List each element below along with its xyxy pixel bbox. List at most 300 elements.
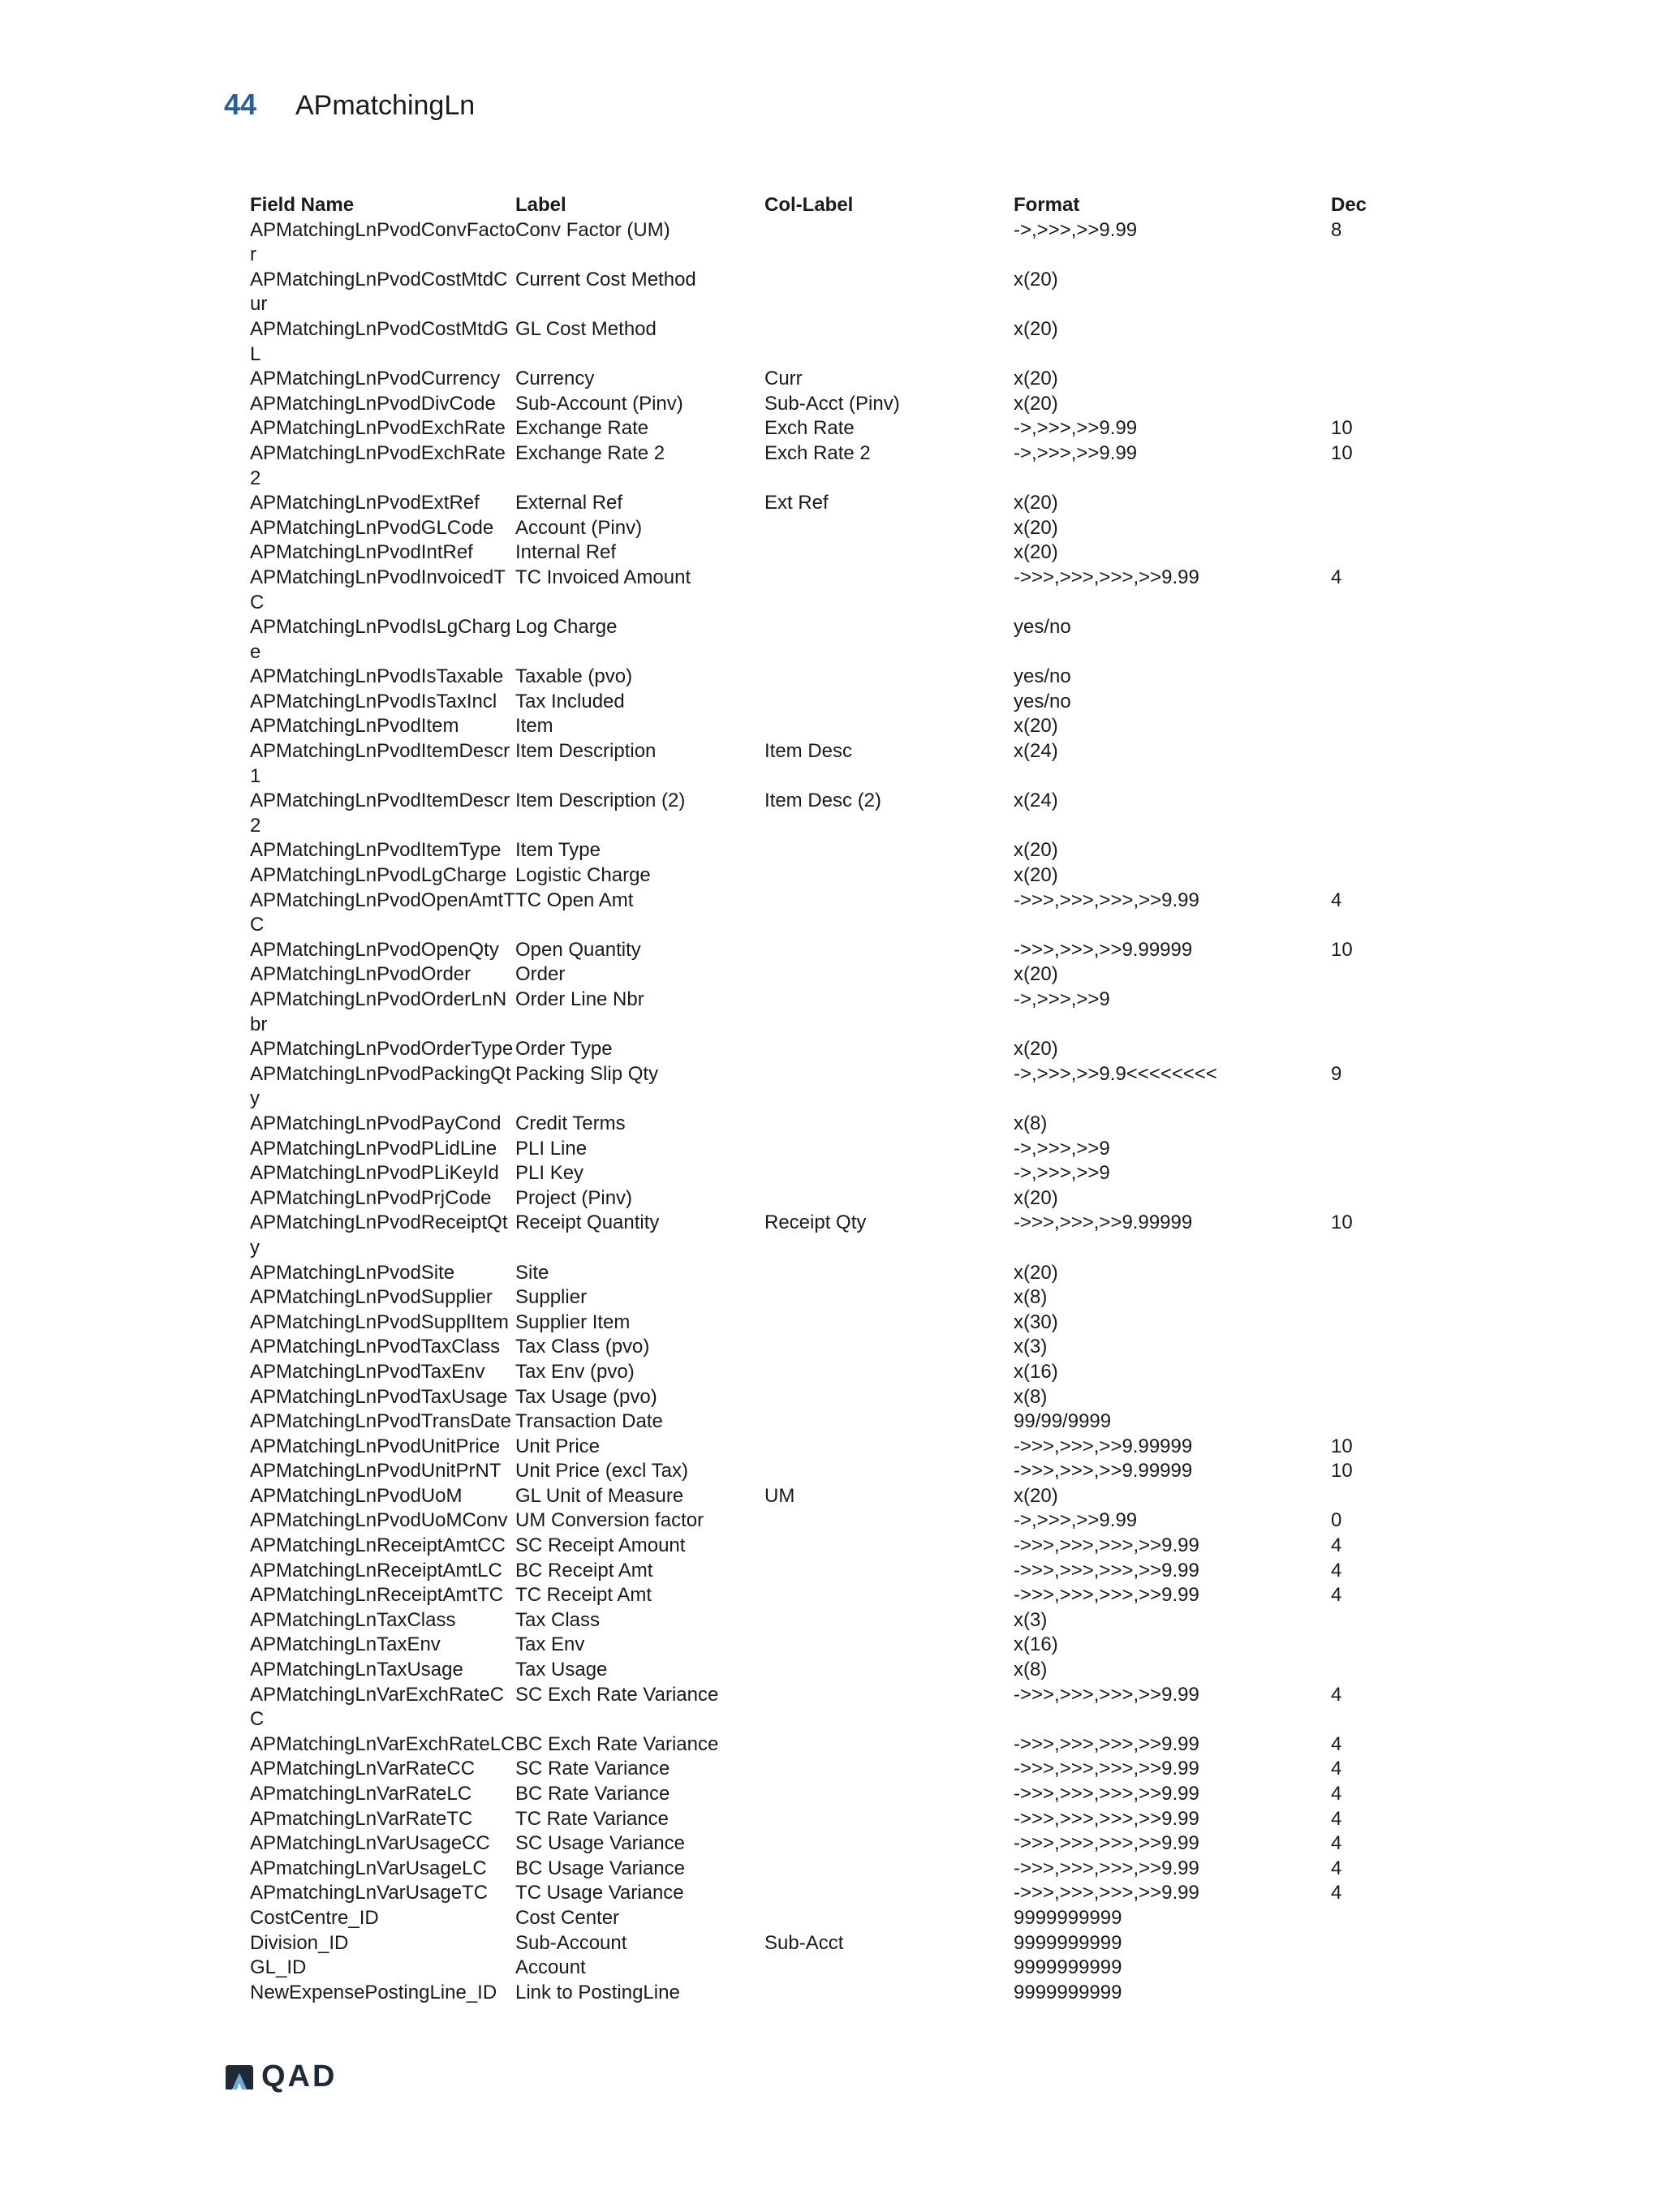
dec-cell bbox=[1331, 1409, 1396, 1435]
col-label-cell bbox=[764, 1459, 1014, 1484]
label-cell: SC Rate Variance bbox=[515, 1758, 670, 1780]
dec-cell: 4 bbox=[1331, 1732, 1342, 1755]
label-cell: PLI Key bbox=[515, 1162, 584, 1185]
format-cell: ->>>,>>>,>>9.99999 bbox=[1014, 938, 1193, 961]
format-cell: ->>>,>>>,>>>,>>9.99 bbox=[1014, 566, 1199, 588]
field-name-cell: APMatchingLnPvodTaxClass bbox=[250, 1336, 501, 1358]
table-row bbox=[250, 1583, 1396, 1608]
label-cell: BC Receipt Amt bbox=[515, 1559, 653, 1582]
format-cell: ->>>,>>>,>>>,>>9.99 bbox=[1014, 889, 1199, 911]
field-table bbox=[250, 193, 1396, 2005]
col-label-cell: Sub-Acct (Pinv) bbox=[764, 392, 900, 415]
col-label-cell bbox=[764, 1831, 1014, 1857]
label-cell: GL Cost Method bbox=[515, 317, 657, 340]
table-row bbox=[250, 1782, 1396, 1807]
format-cell: ->>>,>>>,>>>,>>9.99 bbox=[1014, 1807, 1199, 1830]
dec-cell: 10 bbox=[1331, 1460, 1353, 1483]
format-cell: 9999999999 bbox=[1014, 1906, 1122, 1929]
field-name-cell: APMatchingLnVarExchRateLC bbox=[250, 1732, 515, 1755]
format-cell: 9999999999 bbox=[1014, 1981, 1122, 2003]
table-row bbox=[250, 416, 1396, 441]
field-name-cell: APMatchingLnPvodOrderType bbox=[250, 1038, 514, 1061]
col-label-cell bbox=[764, 1112, 1014, 1137]
field-name-cell: APMatchingLnReceiptAmtTC bbox=[250, 1584, 504, 1607]
col-label-cell bbox=[764, 938, 1014, 963]
dec-cell bbox=[1331, 1261, 1396, 1286]
field-name-cell: NewExpensePostingLine_ID bbox=[250, 1981, 497, 2003]
format-cell: 9999999999 bbox=[1014, 1931, 1122, 1954]
format-cell: yes/no bbox=[1014, 616, 1071, 639]
table-row bbox=[250, 491, 1396, 516]
format-cell: x(20) bbox=[1014, 392, 1058, 415]
table-row bbox=[250, 392, 1396, 417]
label-cell: Credit Terms bbox=[515, 1112, 626, 1134]
table-row bbox=[250, 317, 1396, 367]
label-cell: SC Exch Rate Variance bbox=[515, 1683, 719, 1706]
table-row bbox=[250, 1459, 1396, 1484]
column-header-format: Format bbox=[1014, 194, 1080, 216]
field-name-cell: APMatchingLnPvodInvoicedTC bbox=[250, 566, 506, 613]
col-label-cell bbox=[764, 1335, 1014, 1360]
table-row bbox=[250, 1931, 1396, 1956]
col-label-cell bbox=[764, 889, 1014, 938]
col-label-cell bbox=[764, 218, 1014, 268]
label-cell: TC Invoiced Amount bbox=[515, 566, 691, 588]
table-row bbox=[250, 789, 1396, 838]
table-row bbox=[250, 1683, 1396, 1732]
field-name-cell: APMatchingLnPvodItem bbox=[250, 715, 459, 738]
table-header-row bbox=[250, 193, 1396, 218]
table-row bbox=[250, 1435, 1396, 1460]
table-row bbox=[250, 615, 1396, 665]
label-cell: Order bbox=[515, 963, 566, 986]
field-name-cell: APMatchingLnPvodOrderLnNbr bbox=[250, 988, 507, 1035]
dec-cell bbox=[1331, 714, 1396, 739]
format-cell: yes/no bbox=[1014, 665, 1071, 688]
dec-cell bbox=[1331, 1484, 1396, 1509]
table-row bbox=[250, 1956, 1396, 1981]
col-label-cell bbox=[764, 1956, 1014, 1981]
format-cell: x(16) bbox=[1014, 1360, 1058, 1383]
table-row bbox=[250, 566, 1396, 615]
col-label-cell bbox=[764, 690, 1014, 715]
label-cell: Log Charge bbox=[515, 616, 618, 639]
format-cell: x(24) bbox=[1014, 740, 1058, 763]
field-name-cell: APMatchingLnPvodTaxUsage bbox=[250, 1385, 508, 1408]
col-label-cell bbox=[764, 1261, 1014, 1286]
label-cell: BC Usage Variance bbox=[515, 1857, 685, 1879]
col-label-cell bbox=[764, 1186, 1014, 1211]
field-name-cell: APMatchingLnPvodExchRate bbox=[250, 417, 506, 440]
column-header-dec: Dec bbox=[1331, 194, 1367, 216]
format-cell: 99/99/9999 bbox=[1014, 1410, 1112, 1433]
table-row bbox=[250, 690, 1396, 715]
table-row bbox=[250, 1658, 1396, 1683]
col-label-cell bbox=[764, 1037, 1014, 1062]
col-label-cell bbox=[764, 1732, 1014, 1758]
label-cell: GL Unit of Measure bbox=[515, 1484, 684, 1507]
label-cell: TC Rate Variance bbox=[515, 1807, 669, 1830]
field-name-cell: APMatchingLnPvodCurrency bbox=[250, 368, 501, 390]
format-cell: ->>>,>>>,>>>,>>9.99 bbox=[1014, 1559, 1199, 1582]
format-cell: ->>>,>>>,>>>,>>9.99 bbox=[1014, 1732, 1199, 1755]
field-name-cell: APMatchingLnPvodItemDescr1 bbox=[250, 740, 510, 787]
field-name-cell: APmatchingLnVarRateLC bbox=[250, 1783, 472, 1805]
col-label-cell bbox=[764, 1385, 1014, 1410]
col-label-cell: UM bbox=[764, 1484, 795, 1507]
label-cell: Currency bbox=[515, 368, 595, 390]
format-cell: ->>>,>>>,>>9.99999 bbox=[1014, 1435, 1193, 1457]
label-cell: Tax Included bbox=[515, 690, 625, 712]
table-row bbox=[250, 1981, 1396, 2006]
field-name-cell: APMatchingLnPvodConvFactor bbox=[250, 218, 515, 266]
format-cell: x(8) bbox=[1014, 1286, 1048, 1309]
format-cell: x(8) bbox=[1014, 1659, 1048, 1681]
format-cell: x(20) bbox=[1014, 368, 1058, 390]
col-label-cell bbox=[764, 1683, 1014, 1732]
table-row bbox=[250, 1534, 1396, 1559]
format-cell: ->,>>>,>>9 bbox=[1014, 1162, 1110, 1185]
format-cell: x(3) bbox=[1014, 1608, 1048, 1631]
table-row bbox=[250, 1261, 1396, 1286]
col-label-cell bbox=[764, 317, 1014, 367]
dec-cell: 10 bbox=[1331, 441, 1353, 464]
field-name-cell: APMatchingLnPvodGLCode bbox=[250, 516, 494, 539]
label-cell: Cost Center bbox=[515, 1906, 620, 1929]
format-cell: x(20) bbox=[1014, 963, 1058, 986]
dec-cell bbox=[1331, 665, 1396, 690]
field-name-cell: APMatchingLnPvodOrder bbox=[250, 963, 471, 986]
dec-cell bbox=[1331, 392, 1396, 417]
format-cell: ->>>,>>>,>>>,>>9.99 bbox=[1014, 1683, 1199, 1706]
dec-cell: 8 bbox=[1331, 218, 1342, 241]
field-name-cell: APMatchingLnTaxEnv bbox=[250, 1633, 441, 1656]
label-cell: TC Open Amt bbox=[515, 889, 634, 911]
dec-cell bbox=[1331, 962, 1396, 988]
label-cell: Tax Env bbox=[515, 1633, 585, 1656]
label-cell: BC Rate Variance bbox=[515, 1783, 670, 1805]
label-cell: UM Conversion factor bbox=[515, 1509, 704, 1532]
col-label-cell bbox=[764, 1534, 1014, 1559]
label-cell: Transaction Date bbox=[515, 1410, 663, 1433]
field-name-cell: APMatchingLnPvodUnitPrice bbox=[250, 1435, 501, 1457]
label-cell: Logistic Charge bbox=[515, 864, 651, 887]
table-row bbox=[250, 838, 1396, 863]
field-name-cell: APMatchingLnVarUsageCC bbox=[250, 1832, 490, 1855]
dec-cell bbox=[1331, 1906, 1396, 1931]
format-cell: ->,>>>,>>9.99 bbox=[1014, 1509, 1138, 1532]
label-cell: SC Usage Variance bbox=[515, 1832, 685, 1855]
table-row bbox=[250, 1732, 1396, 1758]
table-row bbox=[250, 1112, 1396, 1137]
field-name-cell: APMatchingLnPvodPayCond bbox=[250, 1112, 502, 1134]
table-row bbox=[250, 714, 1396, 739]
format-cell: ->>>,>>>,>>>,>>9.99 bbox=[1014, 1534, 1199, 1557]
table-row bbox=[250, 988, 1396, 1037]
dec-cell bbox=[1331, 268, 1396, 317]
format-cell: x(20) bbox=[1014, 541, 1058, 564]
format-cell: x(24) bbox=[1014, 790, 1058, 812]
dec-cell: 4 bbox=[1331, 1534, 1342, 1557]
field-name-cell: APMatchingLnVarExchRateCC bbox=[250, 1683, 505, 1731]
dec-cell bbox=[1331, 1137, 1396, 1162]
format-cell: x(20) bbox=[1014, 1038, 1058, 1061]
dec-cell bbox=[1331, 1335, 1396, 1360]
col-label-cell bbox=[764, 1633, 1014, 1658]
label-cell: Tax Class (pvo) bbox=[515, 1336, 650, 1358]
dec-cell bbox=[1331, 1931, 1396, 1956]
field-name-cell: APMatchingLnPvodReceiptQty bbox=[250, 1211, 508, 1259]
field-name-cell: APMatchingLnPvodItemDescr2 bbox=[250, 790, 510, 837]
field-name-cell: APMatchingLnPvodUnitPrNT bbox=[250, 1460, 502, 1483]
col-label-cell bbox=[764, 516, 1014, 541]
col-label-cell bbox=[764, 1857, 1014, 1882]
format-cell: ->,>>>,>>9.99 bbox=[1014, 441, 1138, 464]
format-cell: ->>>,>>>,>>>,>>9.99 bbox=[1014, 1832, 1199, 1855]
col-label-cell bbox=[764, 962, 1014, 988]
field-name-cell: APMatchingLnPvodSupplItem bbox=[250, 1310, 509, 1333]
label-cell: Item Description (2) bbox=[515, 790, 686, 812]
col-label-cell bbox=[764, 566, 1014, 615]
field-name-cell: APMatchingLnPvodIsTaxable bbox=[250, 665, 504, 688]
column-header-col-label: Col-Label bbox=[764, 194, 854, 216]
col-label-cell: Item Desc bbox=[764, 740, 853, 763]
format-cell: x(8) bbox=[1014, 1112, 1048, 1134]
table-row bbox=[250, 441, 1396, 491]
field-name-cell: Division_ID bbox=[250, 1931, 349, 1954]
table-row bbox=[250, 863, 1396, 889]
col-label-cell: Curr bbox=[764, 368, 803, 390]
col-label-cell: Item Desc (2) bbox=[764, 790, 882, 812]
table-row bbox=[250, 540, 1396, 566]
format-cell: x(20) bbox=[1014, 864, 1058, 887]
table-row bbox=[250, 1757, 1396, 1782]
dec-cell bbox=[1331, 690, 1396, 715]
format-cell: x(3) bbox=[1014, 1336, 1048, 1358]
col-label-cell bbox=[764, 1906, 1014, 1931]
format-cell: ->,>>>,>>9.9<<<<<<<< bbox=[1014, 1062, 1217, 1085]
dec-cell bbox=[1331, 1161, 1396, 1186]
dec-cell: 4 bbox=[1331, 1882, 1342, 1904]
col-label-cell bbox=[764, 665, 1014, 690]
dec-cell: 4 bbox=[1331, 889, 1342, 911]
label-cell: Account (Pinv) bbox=[515, 516, 643, 539]
dec-cell bbox=[1331, 789, 1396, 838]
table-row bbox=[250, 1807, 1396, 1832]
format-cell: ->>>,>>>,>>>,>>9.99 bbox=[1014, 1584, 1199, 1607]
field-name-cell: APMatchingLnPvodTaxEnv bbox=[250, 1360, 485, 1383]
label-cell: Project (Pinv) bbox=[515, 1186, 633, 1209]
table-row bbox=[250, 516, 1396, 541]
label-cell: Unit Price bbox=[515, 1435, 601, 1457]
col-label-cell bbox=[764, 1559, 1014, 1584]
label-cell: Supplier bbox=[515, 1286, 588, 1309]
col-label-cell bbox=[764, 268, 1014, 317]
table-row bbox=[250, 1285, 1396, 1310]
dec-cell bbox=[1331, 1310, 1396, 1336]
col-label-cell bbox=[764, 1435, 1014, 1460]
col-label-cell: Exch Rate 2 bbox=[764, 441, 871, 464]
label-cell: Order Line Nbr bbox=[515, 988, 644, 1010]
label-cell: TC Receipt Amt bbox=[515, 1584, 652, 1607]
dec-cell: 4 bbox=[1331, 1857, 1342, 1879]
col-label-cell bbox=[764, 1360, 1014, 1385]
table-row bbox=[250, 1037, 1396, 1062]
label-cell: Tax Usage bbox=[515, 1659, 608, 1681]
field-name-cell: APMatchingLnPvodExchRate2 bbox=[250, 441, 506, 489]
dec-cell bbox=[1331, 1385, 1396, 1410]
label-cell: BC Exch Rate Variance bbox=[515, 1732, 719, 1755]
table-row bbox=[250, 665, 1396, 690]
label-cell: Tax Class bbox=[515, 1608, 601, 1631]
table-row bbox=[250, 1161, 1396, 1186]
format-cell: x(30) bbox=[1014, 1310, 1058, 1333]
col-label-cell bbox=[764, 1658, 1014, 1683]
field-name-cell: APMatchingLnTaxClass bbox=[250, 1608, 456, 1631]
label-cell: Unit Price (excl Tax) bbox=[515, 1460, 688, 1483]
label-cell: Sub-Account bbox=[515, 1931, 627, 1954]
label-cell: Internal Ref bbox=[515, 541, 617, 564]
format-cell: x(16) bbox=[1014, 1633, 1058, 1656]
table-row bbox=[250, 1062, 1396, 1112]
dec-cell: 4 bbox=[1331, 1683, 1342, 1706]
field-name-cell: APMatchingLnPvodOpenQty bbox=[250, 938, 499, 961]
dec-cell: 4 bbox=[1331, 1807, 1342, 1830]
format-cell: x(20) bbox=[1014, 1186, 1058, 1209]
col-label-cell bbox=[764, 838, 1014, 863]
format-cell: x(20) bbox=[1014, 1261, 1058, 1284]
page-header bbox=[224, 88, 475, 122]
dec-cell bbox=[1331, 1360, 1396, 1385]
field-name-cell: APMatchingLnPvodCostMtdCur bbox=[250, 268, 508, 316]
format-cell: x(20) bbox=[1014, 715, 1058, 738]
field-name-cell: APMatchingLnPvodItemType bbox=[250, 839, 502, 862]
format-cell: x(20) bbox=[1014, 839, 1058, 862]
table-body bbox=[250, 218, 1396, 2006]
format-cell: ->>>,>>>,>>>,>>9.99 bbox=[1014, 1758, 1199, 1780]
col-label-cell: Exch Rate bbox=[764, 417, 855, 440]
page-title: APmatchingLn bbox=[295, 90, 476, 121]
field-name-cell: APMatchingLnPvodIsLgCharge bbox=[250, 616, 511, 663]
dec-cell bbox=[1331, 1981, 1396, 2006]
field-name-cell: APMatchingLnVarRateCC bbox=[250, 1758, 476, 1780]
col-label-cell bbox=[764, 1583, 1014, 1608]
format-cell: x(20) bbox=[1014, 1484, 1058, 1507]
label-cell: Order Type bbox=[515, 1038, 613, 1061]
table-row bbox=[250, 1211, 1396, 1260]
dec-cell bbox=[1331, 1956, 1396, 1981]
dec-cell bbox=[1331, 739, 1396, 789]
dec-cell: 4 bbox=[1331, 1584, 1342, 1607]
col-label-cell bbox=[764, 1881, 1014, 1906]
label-cell: Item Description bbox=[515, 740, 657, 763]
field-name-cell: APMatchingLnPvodSupplier bbox=[250, 1286, 493, 1309]
col-label-cell bbox=[764, 1310, 1014, 1336]
dec-cell: 10 bbox=[1331, 1211, 1353, 1234]
footer-logo bbox=[224, 2059, 337, 2094]
field-name-cell: APMatchingLnPvodTransDate bbox=[250, 1410, 511, 1433]
dec-cell bbox=[1331, 1608, 1396, 1633]
col-label-cell bbox=[764, 1757, 1014, 1782]
dec-cell bbox=[1331, 1112, 1396, 1137]
table-row bbox=[250, 1385, 1396, 1410]
format-cell: ->,>>>,>>9.99 bbox=[1014, 417, 1138, 440]
page-number: 44 bbox=[224, 88, 257, 121]
label-cell: Site bbox=[515, 1261, 549, 1284]
qad-logo-text: QAD bbox=[261, 2059, 338, 2094]
column-header-field-name: Field Name bbox=[250, 194, 355, 216]
dec-cell bbox=[1331, 1285, 1396, 1310]
dec-cell bbox=[1331, 317, 1396, 367]
table-row bbox=[250, 1335, 1396, 1360]
dec-cell bbox=[1331, 988, 1396, 1037]
dec-cell: 4 bbox=[1331, 1758, 1342, 1780]
dec-cell bbox=[1331, 615, 1396, 665]
table-row bbox=[250, 1360, 1396, 1385]
dec-cell bbox=[1331, 491, 1396, 516]
field-name-cell: APmatchingLnVarUsageTC bbox=[250, 1882, 489, 1904]
field-name-cell: APMatchingLnPvodPrjCode bbox=[250, 1186, 492, 1209]
col-label-cell bbox=[764, 1285, 1014, 1310]
dec-cell: 10 bbox=[1331, 938, 1353, 961]
table-row bbox=[250, 1857, 1396, 1882]
label-cell: Taxable (pvo) bbox=[515, 665, 633, 688]
label-cell: Exchange Rate 2 bbox=[515, 441, 665, 464]
dec-cell: 4 bbox=[1331, 1832, 1342, 1855]
dec-cell bbox=[1331, 540, 1396, 566]
col-label-cell bbox=[764, 1161, 1014, 1186]
label-cell: Exchange Rate bbox=[515, 417, 649, 440]
col-label-cell bbox=[764, 615, 1014, 665]
format-cell: x(8) bbox=[1014, 1385, 1048, 1408]
col-label-cell bbox=[764, 1981, 1014, 2006]
label-cell: Link to PostingLine bbox=[515, 1981, 680, 2003]
table-row bbox=[250, 1633, 1396, 1658]
field-name-cell: APMatchingLnReceiptAmtLC bbox=[250, 1559, 502, 1582]
field-name-cell: APMatchingLnTaxUsage bbox=[250, 1659, 463, 1681]
field-name-cell: APMatchingLnPvodLgCharge bbox=[250, 864, 507, 887]
dec-cell: 4 bbox=[1331, 1559, 1342, 1582]
field-name-cell: APMatchingLnPvodPackingQty bbox=[250, 1062, 511, 1110]
table-row bbox=[250, 1484, 1396, 1509]
label-cell: Tax Usage (pvo) bbox=[515, 1385, 657, 1408]
dec-cell bbox=[1331, 516, 1396, 541]
field-name-cell: GL_ID bbox=[250, 1956, 307, 1979]
label-cell: TC Usage Variance bbox=[515, 1882, 684, 1904]
field-name-cell: APMatchingLnPvodCostMtdGL bbox=[250, 317, 509, 365]
dec-cell: 10 bbox=[1331, 417, 1353, 440]
label-cell: Account bbox=[515, 1956, 586, 1979]
dec-cell bbox=[1331, 863, 1396, 889]
table-row bbox=[250, 962, 1396, 988]
format-cell: 9999999999 bbox=[1014, 1956, 1122, 1979]
field-name-cell: APMatchingLnPvodIntRef bbox=[250, 541, 473, 564]
field-table-container bbox=[250, 193, 1396, 2005]
format-cell: ->>>,>>>,>>9.99999 bbox=[1014, 1211, 1193, 1234]
format-cell: ->>>,>>>,>>>,>>9.99 bbox=[1014, 1882, 1199, 1904]
label-cell: Packing Slip Qty bbox=[515, 1062, 659, 1085]
qad-logo-icon bbox=[224, 2064, 255, 2091]
field-name-cell: APMatchingLnReceiptAmtCC bbox=[250, 1534, 506, 1557]
label-cell: Open Quantity bbox=[515, 938, 641, 961]
col-label-cell bbox=[764, 988, 1014, 1037]
column-header-label: Label bbox=[515, 194, 566, 216]
table-row bbox=[250, 1508, 1396, 1534]
dec-cell: 9 bbox=[1331, 1062, 1342, 1085]
format-cell: x(20) bbox=[1014, 516, 1058, 539]
field-name-cell: APMatchingLnPvodOpenAmtTC bbox=[250, 889, 515, 936]
field-name-cell: APMatchingLnPvodPLiKeyId bbox=[250, 1162, 499, 1185]
